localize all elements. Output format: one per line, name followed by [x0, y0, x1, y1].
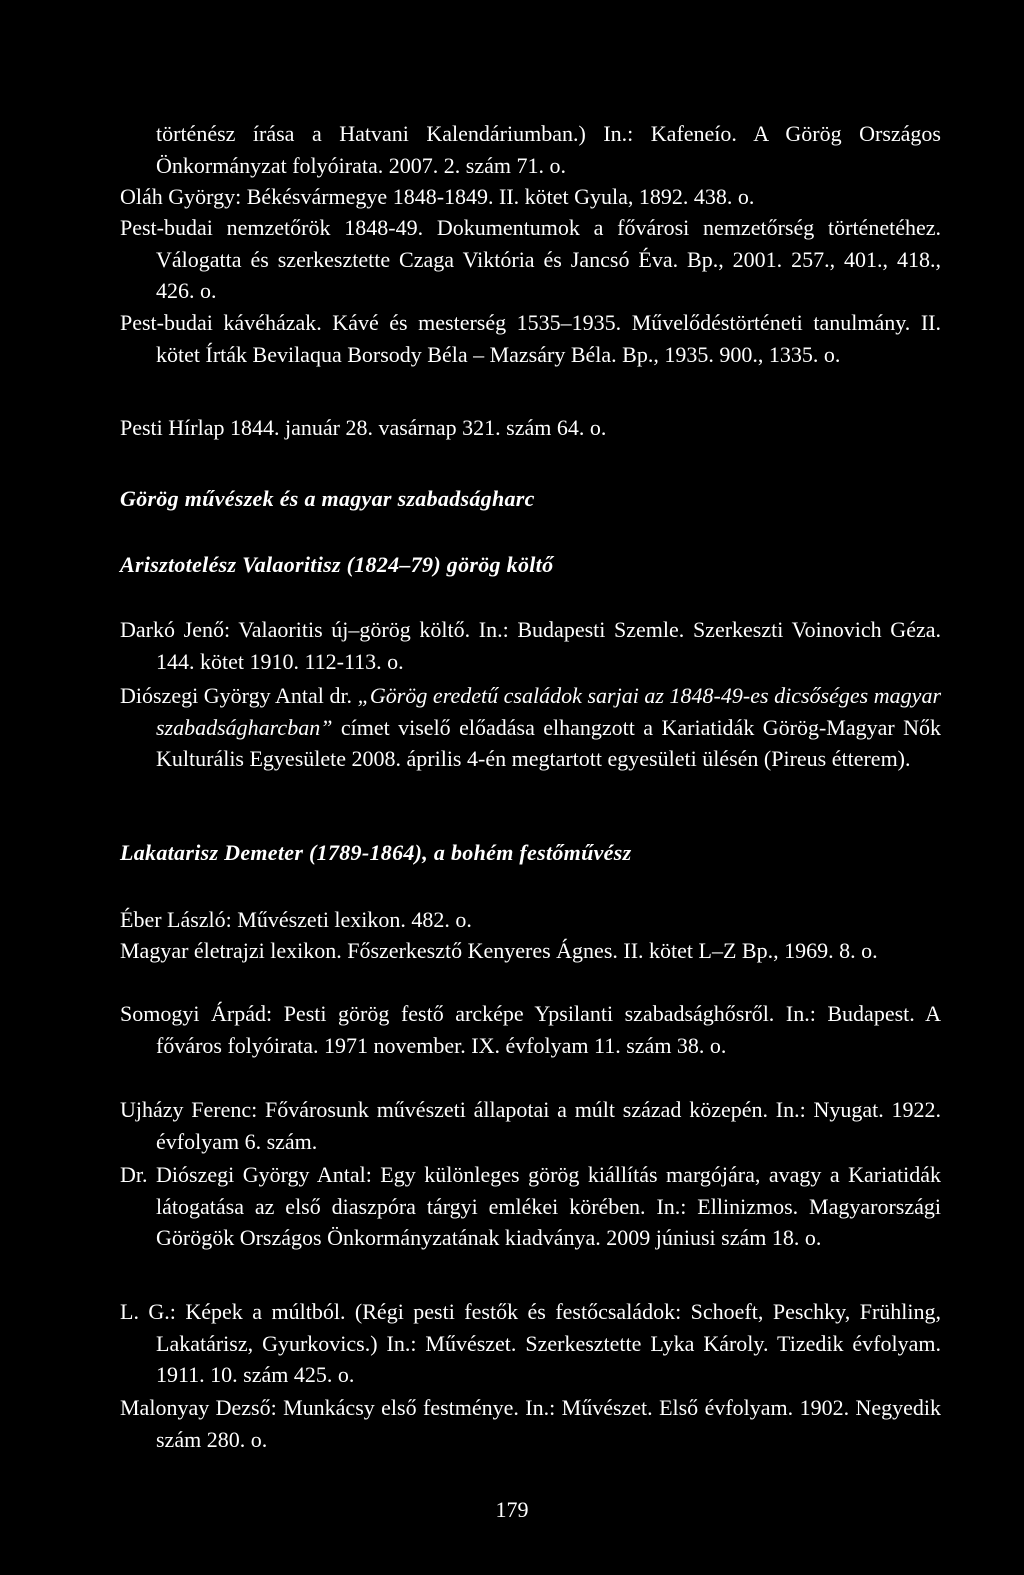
reference-item: Dr. Diószegi György Antal: Egy különleges görög kiállítás margójára, avagy a Kariatidák látogatása az első diaszpóra tárgyi emlékei körében. In.: Ellinizmos. Magyarországi Görögök Országos Önkormányzatának kiadványa. 2009 júniusi szám 18. o.	[120, 1162, 941, 1250]
subheading-lakatarisz: Lakatarisz Demeter (1789-1864), a bohém festőművész	[120, 840, 632, 865]
reference-item: Pest-budai kávéházak. Kávé és mesterség 1535–1935. Művelődéstörténeti tanulmány. II. kötet Írták Bevilaqua Borsody Béla – Mazsáry Béla. Bp., 1935. 900., 1335. o.	[120, 310, 941, 367]
reference-item: Magyar életrajzi lexikon. Főszerkesztő Kenyeres Ágnes. II. kötet L–Z Bp., 1969. 8. o.	[120, 938, 878, 963]
reference-text: címet viselő előadása elhangzott a Kariatidák Görög-Magyar Nők Kulturális Egyesülete 2008. április 4-én megtartott egyesületi ülésén (Pireus étterem).	[156, 714, 941, 771]
reference-item: Darkó Jenő: Valaoritis új–görög költő. In.: Budapesti Szemle. Szerkeszti Voinovich Géza. 144. kötet 1910. 112-113. o.	[120, 617, 941, 674]
lecture-title: „Görög eredetű családok sarjai az 1848-49-es dicsőséges magyar szabadságharcban”	[156, 683, 942, 740]
reference-item: Pest-budai nemzetőrök 1848-49. Dokumentumok a fővárosi nemzetőrség történetéhez. Válogatta és szerkesztette Czaga Viktória és Jancsó Éva. Bp., 2001. 257., 401., 418., 426. o.	[120, 215, 941, 303]
reference-item: Malonyay Dezső: Munkácsy első festménye. In.: Művészet. Első évfolyam. 1902. Negyedik szám 280. o.	[120, 1395, 941, 1452]
subheading-valaoritisz: Arisztotelész Valaoritisz (1824–79) görög költő	[120, 552, 554, 577]
reference-item: Oláh György: Békésvármegye 1848-1849. II. kötet Gyula, 1892. 438. o.	[120, 184, 755, 209]
reference-item: L. G.: Képek a múltból. (Régi pesti festők és festőcsaládok: Schoeft, Peschky, Frühling, Lakatárisz, Gyurkovics.) In.: Művészet. Szerkesztette Lyka Károly. Tizedik évfolyam. 1911. 10. szám 425. o.	[120, 1299, 941, 1387]
reference-item: Ujházy Ferenc: Fővárosunk művészeti állapotai a múlt század közepén. In.: Nyugat. 1922. évfolyam 6. szám.	[120, 1097, 941, 1154]
page-number: 179	[495, 1497, 529, 1522]
reference-item: Pesti Hírlap 1844. január 28. vasárnap 321. szám 64. o.	[120, 415, 607, 440]
reference-continuation: történész írása a Hatvani Kalendáriumban.) In.: Kafeneío. A Görög Országos Önkormányzat folyóirata. 2007. 2. szám 71. o.	[156, 121, 941, 178]
reference-item	[120, 680, 941, 775]
reference-item: Éber László: Művészeti lexikon. 482. o.	[120, 907, 472, 932]
reference-text: Diószegi György Antal dr.	[120, 683, 358, 708]
section-heading: Görög művészek és a magyar szabadságharc	[120, 486, 535, 511]
reference-item: Somogyi Árpád: Pesti görög festő arcképe Ypsilanti szabadsághősről. In.: Budapest. A főváros folyóirata. 1971 november. IX. évfolyam 11. szám 38. o.	[120, 1001, 941, 1058]
